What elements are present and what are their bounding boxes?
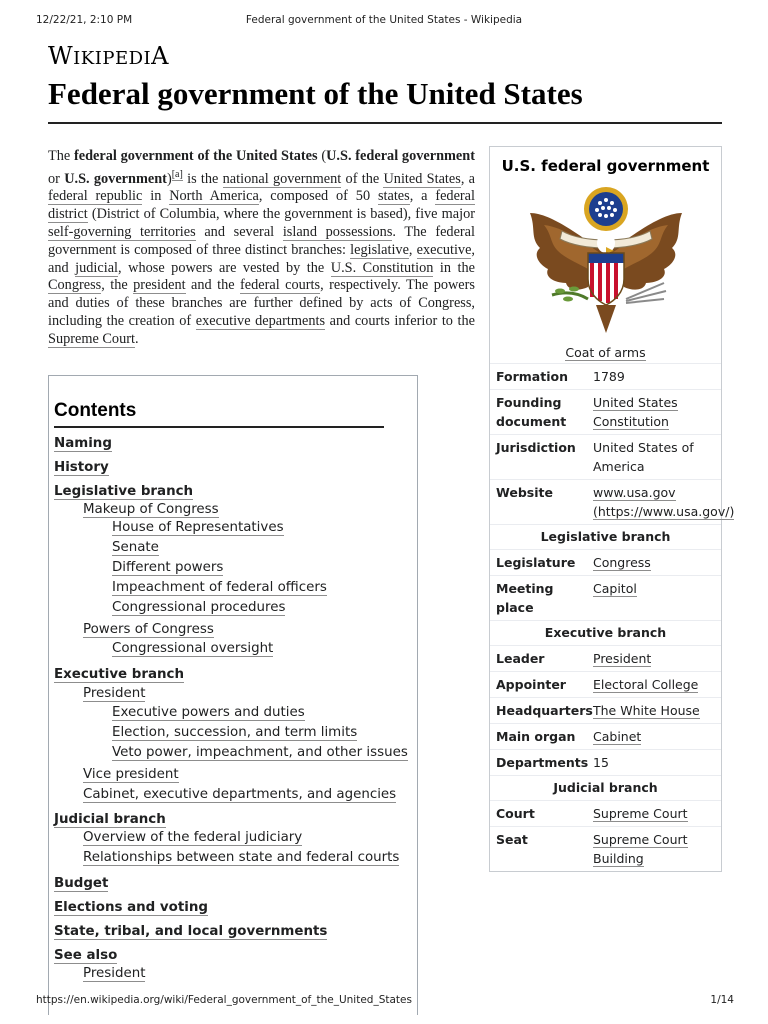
link-north-america[interactable]: North America [169,188,259,205]
toc-link[interactable]: Veto power, impeachment, and other issues [112,745,408,760]
infobox-value-link[interactable]: The White House [593,703,700,718]
infobox-value [593,675,715,694]
infobox-value: 1789 [593,369,625,384]
link-federal-courts[interactable]: federal courts [240,277,321,294]
toc-item[interactable] [112,725,357,740]
infobox-row [490,549,721,575]
infobox-label: Website [496,485,553,500]
infobox-label: Main organ [496,729,576,744]
infobox-value [593,579,715,617]
infobox-value: 15 [593,755,609,770]
infobox-label: Formation [496,369,568,384]
toc-link[interactable]: Overview of the federal judiciary [83,830,303,845]
toc-link[interactable]: Executive branch [54,667,185,682]
toc-item[interactable] [112,745,408,760]
toc-link[interactable]: Relationships between state and federal courts [83,850,400,865]
toc-link[interactable]: Congressional oversight [112,641,274,656]
toc-item[interactable] [54,484,193,499]
infobox-value-link[interactable]: www.usa.gov (https://www.usa.gov/) [593,485,735,519]
toc-link[interactable]: President [83,686,146,701]
infobox-section-header: Executive branch [490,620,721,645]
toc-link[interactable]: Powers of Congress [83,622,214,637]
infobox-value [593,483,734,521]
toc-link[interactable]: Elections and voting [54,900,208,915]
toc-link[interactable]: Congressional procedures [112,600,286,615]
infobox-label: Departments [496,755,589,770]
toc-link[interactable]: Legislative branch [54,484,194,499]
toc-link[interactable]: Executive powers and duties [112,705,305,720]
toc-item[interactable] [83,622,214,637]
infobox-row [490,479,735,524]
toc-item[interactable] [83,767,179,782]
print-date: 12/22/21, 2:10 PM [36,14,133,26]
wordmark-initial: W [48,42,74,70]
coat-of-arms-link[interactable]: Coat of arms [565,345,646,360]
link-self-governing-territories[interactable]: self-governing territories [48,223,196,240]
toc-item[interactable] [112,540,159,555]
toc-link[interactable]: House of Representatives [112,520,284,535]
toc-link[interactable]: President [83,966,146,981]
infobox-value-link[interactable]: President [593,651,652,666]
link-united-states[interactable]: United States [383,170,461,187]
toc-link[interactable]: See also [54,948,118,963]
toc-link[interactable]: Election, succession, and term limits [112,725,358,740]
toc-item[interactable] [54,812,166,827]
toc-link[interactable]: Vice president [83,767,179,782]
link-legislative[interactable]: legislative [350,241,409,258]
toc-link[interactable]: Naming [54,436,112,451]
great-seal-eagle-icon [522,183,690,339]
toc-link[interactable]: History [54,460,109,475]
infobox-section-header: Legislative branch [490,524,721,549]
toc-item[interactable] [112,520,284,535]
infobox-label: Legislature [496,555,576,570]
toc-item[interactable] [83,686,145,701]
infobox-value-link[interactable]: Supreme Court Building [593,832,688,866]
link-island-possessions[interactable]: island possessions [282,223,393,240]
link-judicial[interactable]: judicial [75,259,119,276]
infobox-label: Meeting place [496,581,554,615]
toc-title: Contents [54,400,384,428]
print-title: Federal government of the United States - Wikipedia [245,14,523,26]
infobox-label: Appointer [496,677,566,692]
reference-link[interactable]: [a] [171,168,183,180]
toc-item[interactable] [83,787,396,802]
infobox-row [490,697,721,723]
infobox-value-link[interactable]: Supreme Court [593,806,688,821]
infobox-value-link[interactable]: Cabinet [593,729,642,744]
link-executive[interactable]: executive [416,241,472,258]
link-supreme-court[interactable]: Supreme Court [48,330,135,347]
wordmark-final: A [151,42,169,70]
infobox-label: Founding document [496,395,567,429]
toc-link[interactable]: Makeup of Congress [83,502,219,517]
toc-link[interactable]: Judicial branch [54,812,166,827]
infobox-value [593,804,715,823]
toc-item[interactable] [54,900,208,915]
coat-of-arms-caption [490,341,721,363]
infobox-label: Leader [496,651,545,666]
infobox-row [490,389,721,434]
toc-item[interactable] [112,641,273,656]
link-president[interactable]: president [133,277,186,294]
toc-item[interactable] [54,667,184,682]
infobox-row [490,671,721,697]
link-federal-republic[interactable]: federal republic [48,188,143,205]
wordmark-middle: IKIPEDI [73,48,152,69]
infobox-value-link[interactable]: Congress [593,555,651,570]
infobox-value [593,649,715,668]
toc-item[interactable] [112,580,327,595]
toc-item[interactable] [83,830,302,845]
infobox-row [490,800,721,826]
table-of-contents [48,375,418,1015]
infobox-row [490,575,721,620]
infobox-value [593,553,715,572]
link-executive-departments[interactable]: executive departments [195,312,326,329]
link-states[interactable]: states [377,188,410,205]
infobox-value-link[interactable]: Capitol [593,581,637,596]
toc-item[interactable] [83,966,145,981]
toc-link[interactable]: Impeachment of federal officers [112,580,327,595]
toc-item[interactable] [54,436,112,451]
infobox-row [490,749,721,775]
page-title: Federal government of the United States [48,72,722,124]
toc-link[interactable]: State, tribal, and local governments [54,924,328,939]
infobox [489,146,735,872]
toc-link[interactable]: Budget [54,876,109,891]
coat-of-arms-image[interactable] [490,183,721,341]
print-url: https://en.wikipedia.org/wiki/Federal_government_of_the_United_States [36,994,412,1006]
link-congress[interactable]: Congress [48,277,102,294]
infobox-rows [490,363,735,871]
toc-item[interactable] [54,924,327,939]
toc-item[interactable] [112,560,223,575]
print-page-number: 1/14 [710,994,734,1006]
toc-item[interactable] [54,876,108,891]
toc-item[interactable] [54,948,117,963]
lead-paragraph: The federal government of the United States (U.S. federal government or U.S. government)[a] is the national government of the United States, a federal republic in North America, composed of 50 states, a federal district (District of Columbia, where the government is based), five major self-governing territories and several island possessions. The federal government is composed of three distinct branches: legislative, executive, and judicial, whose powers are vested by the U.S. Constitution in the Congress, the president and the federal courts, respectively. The powers and duties of these branches are further defined by acts of Congress, including the creation of executive departments and courts inferior to the Supreme Court. [48,148,476,347]
toc-item[interactable] [83,502,219,517]
infobox-row [490,826,721,871]
infobox-value-link[interactable]: Electoral College [593,677,699,692]
toc-link[interactable]: Senate [112,540,159,555]
infobox-value [593,727,715,746]
infobox-section-header: Judicial branch [490,775,721,800]
link-federal-district[interactable]: federal district [48,188,475,223]
infobox-value [593,830,715,868]
infobox-value [593,701,715,720]
toc-link[interactable]: Cabinet, executive departments, and agencies [83,787,397,802]
link-us-constitution[interactable]: U.S. Constitution [330,259,434,276]
infobox-label: Court [496,806,535,821]
infobox-row [490,723,721,749]
toc-link[interactable]: Different powers [112,560,224,575]
infobox-value [593,393,715,431]
toc-item[interactable] [112,600,285,615]
infobox-label: Seat [496,832,528,847]
toc-item[interactable] [83,850,399,865]
infobox-row [490,434,721,479]
infobox-value: United States of America [593,440,694,474]
infobox-label: Jurisdiction [496,440,576,455]
infobox-caption: U.S. federal government [501,157,710,175]
infobox-label: Headquarters [496,703,593,718]
toc-item[interactable] [54,460,109,475]
infobox-row [490,645,721,671]
infobox-row [490,363,721,389]
toc-item[interactable] [112,705,305,720]
wikipedia-wordmark[interactable] [48,42,169,70]
infobox-value-link[interactable]: United States Constitution [593,395,678,429]
link-national-government[interactable]: national government [222,170,342,187]
